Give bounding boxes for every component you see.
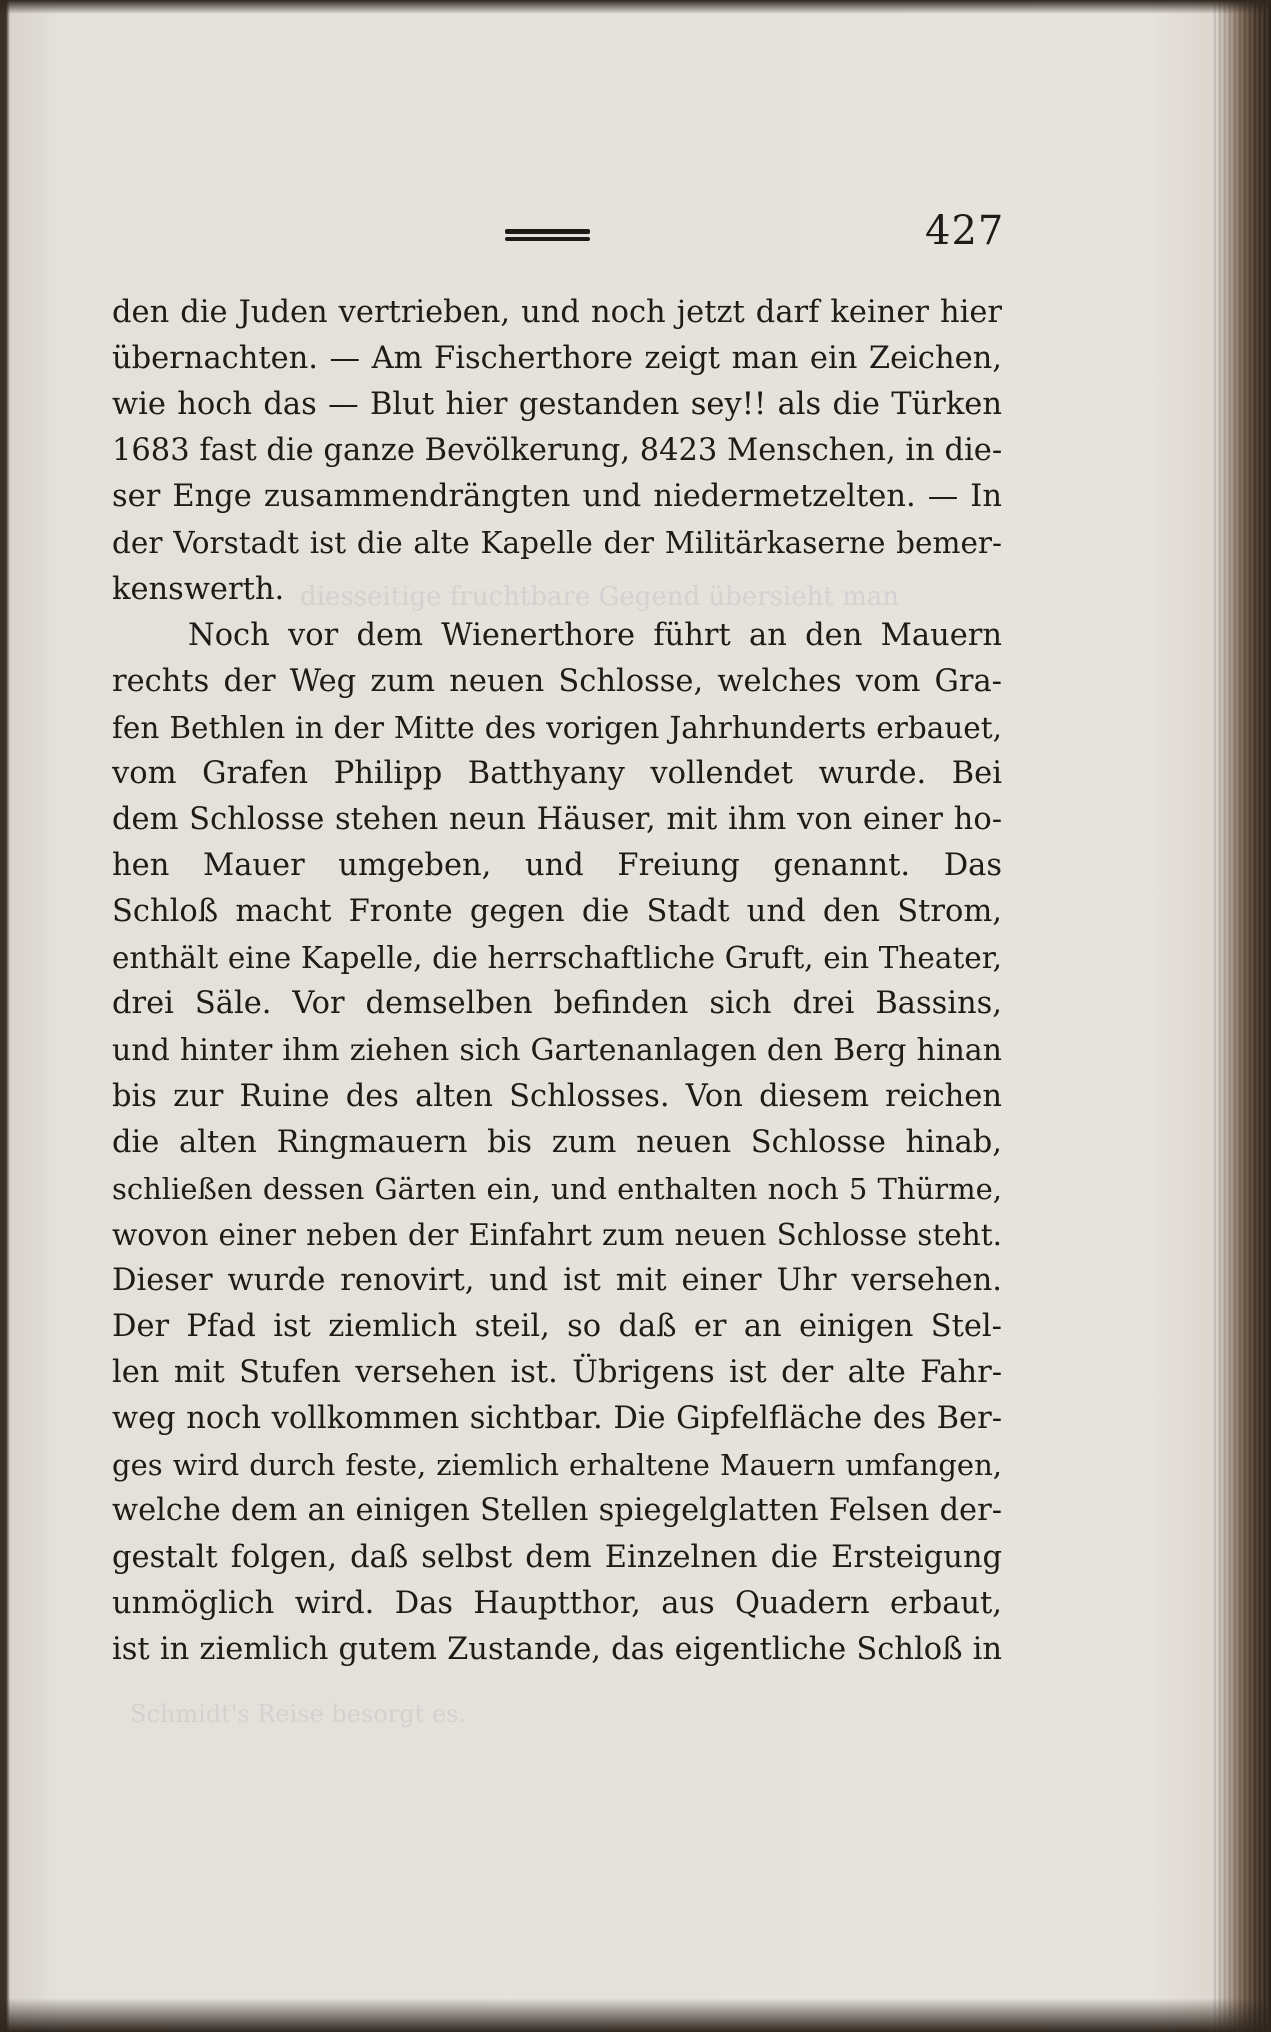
text-line: und hinter ihm ziehen sich Gartenanlagen den Berg hinan bbox=[112, 1032, 1002, 1068]
text-line: der Vorstadt ist die alte Kapelle der Militärkaserne bemer- bbox=[112, 526, 1002, 561]
page-edges bbox=[1211, 0, 1271, 2032]
text-line: drei Säle. Vor demselben befinden sich drei Bassins, bbox=[112, 986, 1002, 1022]
text-line: übernachten. — Am Fischerthore zeigt man ein Zeichen, bbox=[112, 341, 1002, 377]
bottom-shadow bbox=[0, 1998, 1271, 2032]
text-line: den die Juden vertrieben, und noch jetzt darf keiner hier bbox=[112, 295, 1002, 330]
text-line: fen Bethlen in der Mitte des vorigen Jahrhunderts erbauet, bbox=[112, 710, 1002, 745]
text-line: bis zur Ruine des alten Schlosses. Von diesem reichen bbox=[112, 1078, 1002, 1114]
text-line: welche dem an einigen Stellen spiegelglatten Felsen der- bbox=[112, 1493, 1002, 1529]
text-line: ser Enge zusammendrängten und niedermetzelten. — In bbox=[112, 479, 1002, 515]
text-line: kenswerth. bbox=[112, 571, 285, 607]
text-line: die alten Ringmauern bis zum neuen Schlosse hinab, bbox=[112, 1124, 1002, 1160]
rule-bar bbox=[505, 237, 590, 241]
bleed-through-ghost: diesseitige fruchtbare Gegend übersieht man bbox=[300, 582, 900, 612]
text-line: rechts der Weg zum neuen Schlosse, welches vom Gra- bbox=[112, 663, 1002, 699]
top-shadow bbox=[0, 0, 1271, 14]
text-line: dem Schlosse stehen neun Häuser, mit ihm von einer ho- bbox=[112, 802, 1002, 838]
text-line: wovon einer neben der Einfahrt zum neuen Schlosse steht. bbox=[112, 1217, 1002, 1252]
text-line: ist in ziemlich gutem Zustande, das eigentliche Schloß in bbox=[112, 1631, 1002, 1667]
rule-bar bbox=[505, 229, 590, 234]
text-line: Der Pfad ist ziemlich steil, so daß er an einigen Stel- bbox=[112, 1309, 1002, 1345]
text-line: Noch vor dem Wienerthore führt an den Mauern bbox=[188, 617, 1002, 653]
text-line: 1683 fast die ganze Bevölkerung, 8423 Menschen, in die- bbox=[112, 433, 1003, 469]
text-line: wie hoch das — Blut hier gestanden sey!! als die Türken bbox=[112, 387, 1002, 423]
text-line: len mit Stufen versehen ist. Übrigens ist der alte Fahr- bbox=[112, 1355, 1002, 1391]
page-number: 427 bbox=[925, 208, 1005, 254]
text-line: weg noch vollkommen sichtbar. Die Gipfelfläche des Ber- bbox=[112, 1401, 1002, 1437]
text-line: Schloß macht Fronte gegen die Stadt und den Strom, bbox=[112, 894, 1002, 930]
text-line: enthält eine Kapelle, die herrschaftliche Gruft, ein Theater, bbox=[112, 941, 1002, 976]
text-line: vom Grafen Philipp Batthyany vollendet wurde. Bei bbox=[112, 755, 1002, 791]
body-text bbox=[112, 290, 1002, 1673]
text-line: ges wird durch feste, ziemlich erhaltene Mauern umfangen, bbox=[112, 1448, 1002, 1483]
text-line: gestalt folgen, daß selbst dem Einzelnen die Ersteigung bbox=[112, 1539, 1002, 1575]
text-line: hen Mauer umgeben, und Freiung genannt. Das bbox=[112, 848, 1002, 884]
text-line: schließen dessen Gärten ein, und enthalten noch 5 Thürme, bbox=[112, 1171, 1002, 1206]
text-line: Dieser wurde renovirt, und ist mit einer Uhr versehen. bbox=[112, 1262, 1002, 1298]
text-line: unmöglich wird. Das Hauptthor, aus Quadern erbaut, bbox=[112, 1585, 1002, 1621]
bleed-through-ghost: Schmidt's Reise besorgt es. bbox=[130, 1700, 467, 1728]
header-ornament-rule bbox=[505, 229, 590, 243]
